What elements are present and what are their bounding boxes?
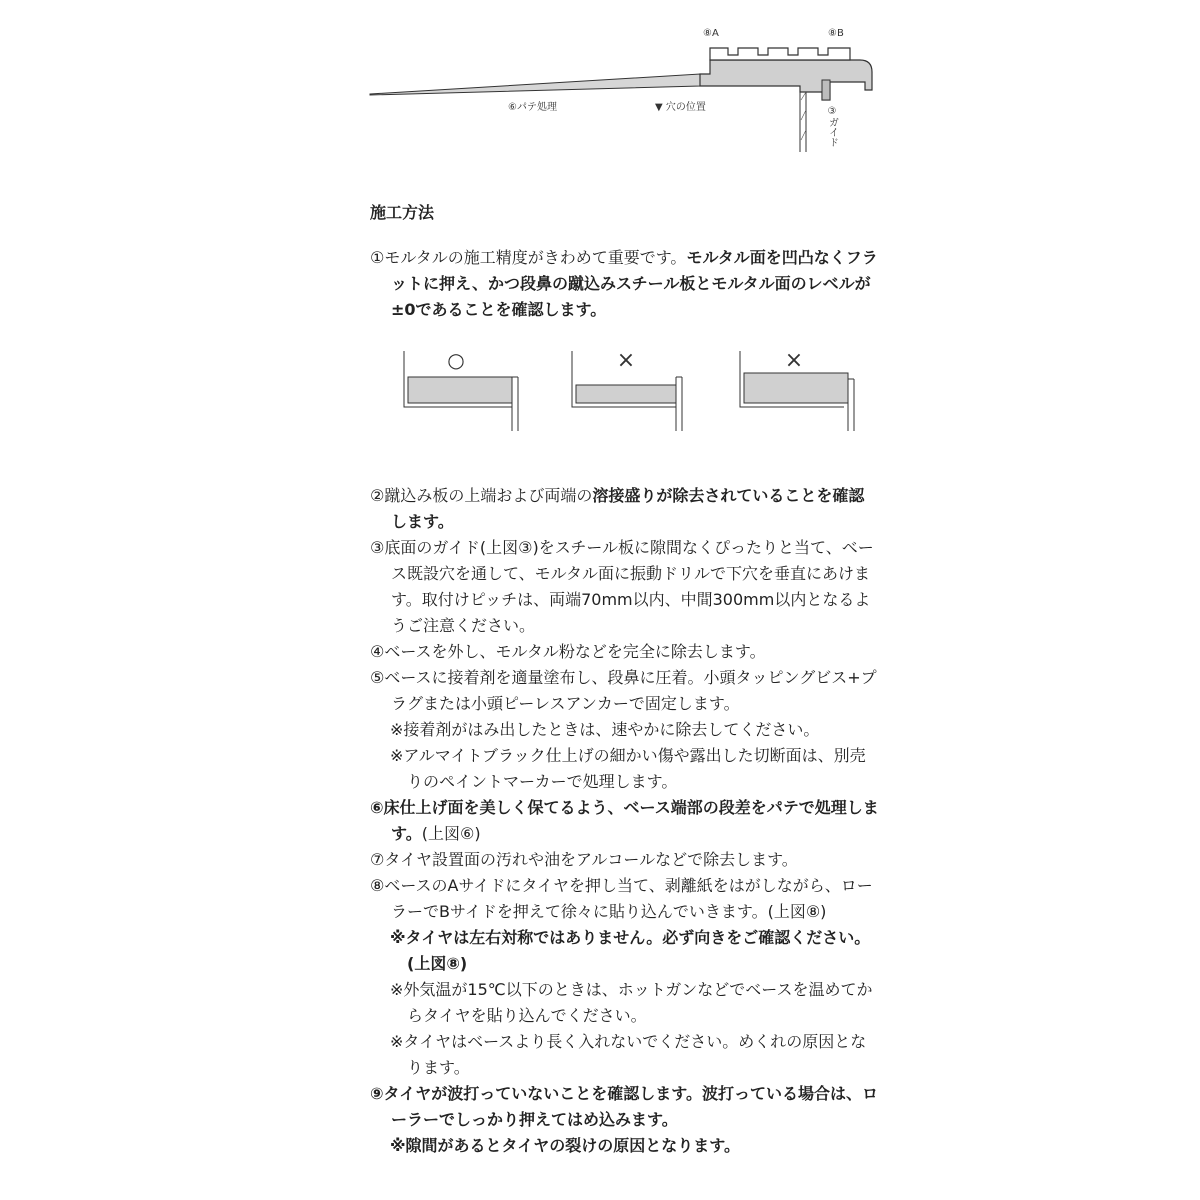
step-9: ⑨タイヤが波打っていないことを確認します。波打っている場合は、ローラーでしっかり押えてはめ込みます。: [370, 1084, 878, 1129]
step-5-note-1: ※接着剤がはみ出したときは、速やかに除去してください。: [390, 720, 820, 739]
step-8-note-3: ※タイヤはベースより長く入れないでください。めくれの原因となります。: [390, 1032, 867, 1077]
comparison-correct: [400, 349, 520, 431]
installation-method-section: [370, 200, 880, 1159]
step-9-note-1: ※隙間があるとタイヤの裂けの原因となります。: [390, 1136, 740, 1155]
section-heading: 施工方法: [370, 203, 435, 222]
label-side-a: ⑧A: [703, 28, 719, 39]
step-1: ①モルタルの施工精度がきわめて重要です。モルタル面を凹凸なくフラットに押え、かつ段鼻の蹴込みスチール板とモルタル面のレベルが±0であることを確認します。: [370, 248, 878, 319]
step-7: ⑦タイヤ設置面の汚れや油をアルコールなどで除去します。: [370, 850, 798, 869]
label-side-b: ⑧B: [828, 28, 844, 39]
step-2: ②蹴込み板の上端および両端の溶接盛りが除去されていることを確認します。: [370, 486, 865, 531]
step-8-note-2: ※外気温が15℃以下のときは、ホットガンなどでベースを温めてからタイヤを貼り込んでください。: [390, 980, 873, 1025]
comparison-wrong-low: [568, 349, 688, 431]
putty-slope: [370, 74, 700, 95]
base-profile: [700, 60, 872, 100]
nosing-cross-section-diagram: [360, 20, 880, 160]
level-comparison-diagrams: [370, 349, 880, 469]
guide-lip: [822, 80, 830, 100]
step-8-note-1: ※タイヤは左右対称ではありません。必ず向きをご確認ください。(上図⑧): [390, 928, 871, 973]
mark-wrong-2: ×: [784, 349, 804, 373]
step-3: ③底面のガイド(上図③)をスチール板に隙間なくぴったりと当て、ベース既設穴を通して、モルタル面に振動ドリルで下穴を垂直にあけます。取付けピッチは、両端70mm以内、中間300mm以内となるようご注意ください。: [370, 538, 874, 635]
step-4: ④ベースを外し、モルタル粉などを完全に除去します。: [370, 642, 766, 661]
step-6: ⑥床仕上げ面を美しく保てるよう、ベース端部の段差をパテで処理します。(上図⑥): [370, 798, 879, 843]
label-hole-position: ▼ 穴の位置: [655, 102, 706, 113]
label-guide: ③ガイド: [826, 106, 838, 147]
comparison-wrong-high: [736, 349, 856, 431]
mark-correct: ○: [447, 349, 465, 372]
step-5: ⑤ベースに接着剤を適量塗布し、段鼻に圧着。小頭タッピングビス+プラグまたは小頭ピーレスアンカーで固定します。: [370, 668, 877, 713]
mark-wrong-1: ×: [616, 349, 636, 373]
tire-profile: [710, 48, 850, 60]
step-8: ⑧ベースのAサイドにタイヤを押し当て、剥離紙をはがしながら、ローラーでBサイドを押えて徐々に貼り込んでいきます。(上図⑧): [370, 876, 873, 921]
label-putty: ⑥パテ処理: [508, 102, 557, 113]
step-5-note-2: ※アルマイトブラック仕上げの細かい傷や露出した切断面は、別売りのペイントマーカーで処理します。: [390, 746, 866, 791]
